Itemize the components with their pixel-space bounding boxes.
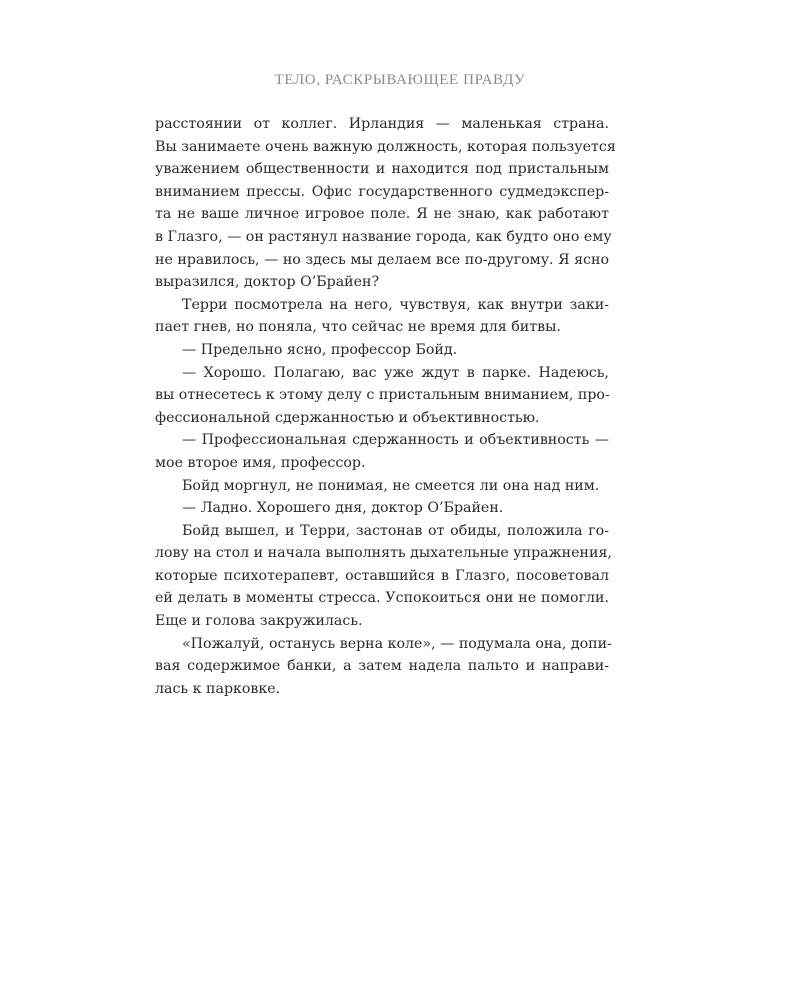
text-line: расстоянии от коллег. Ирландия — маленькая страна. xyxy=(155,116,609,132)
text-line: — Профессиональная сдержанность и объективность — xyxy=(182,432,609,449)
text-line: вы отнесетесь к этому делу с пристальным вниманием, про- xyxy=(155,387,610,404)
text-line: Еще и голова закружилась. xyxy=(155,613,363,630)
text-line: лась к парковке. xyxy=(155,680,281,697)
text-line: не нравилось, — но здесь мы делаем все по-другому. Я ясно xyxy=(155,251,609,268)
text-line: которые психотерапевт, оставшийся в Глазго, посоветовал xyxy=(155,567,609,584)
text-line: Бойд вышел, и Терри, застонав от обиды, положила го- xyxy=(182,522,609,539)
text-line: Бойд моргнул, не понимая, не смеется ли она над ним. xyxy=(182,477,600,494)
text-line: ей делать в моменты стресса. Успокоиться они не помогли. xyxy=(155,590,609,607)
text-line: Терри посмотрела на него, чувствуя, как внутри заки- xyxy=(182,296,609,313)
text-line: «Пожалуй, останусь верна коле», — подумала она, допи- xyxy=(182,635,612,652)
text-line: пает гнев, но поняла, что сейчас не время для битвы. xyxy=(155,319,561,336)
text-line: та не ваше личное игровое поле. Я не знаю, как работают xyxy=(155,206,609,223)
text-line: — Ладно. Хорошего дня, доктор О’Брайен. xyxy=(182,500,504,517)
text-line: уважением общественности и находится под пристальным xyxy=(155,161,609,178)
text-line: лову на стол и начала выполнять дыхательные упражнения, xyxy=(155,545,612,562)
running-header: ТЕЛО, РАСКРЫВАЮЩЕЕ ПРАВДУ xyxy=(274,72,526,88)
text-line: вниманием прессы. Офис государственного судмедэкспер- xyxy=(155,183,609,200)
text-line: фессиональной сдержанностью и объективностью. xyxy=(155,409,540,426)
text-line: выразился, доктор О’Брайен? xyxy=(155,274,380,291)
text-line: вая содержимое банки, а затем надела пальто и направи- xyxy=(155,658,609,675)
text-line: — Хорошо. Полагаю, вас уже ждут в парке. Надеюсь, xyxy=(182,364,609,381)
text-line: Вы занимаете очень важную должность, которая пользуется xyxy=(155,138,616,155)
text-line: в Глазго, — он растянул название города, как будто оно ему xyxy=(155,228,612,245)
text-line: — Предельно ясно, профессор Бойд. xyxy=(182,341,458,358)
text-line: мое второе имя, профессор. xyxy=(155,454,366,471)
body-text xyxy=(155,113,616,700)
